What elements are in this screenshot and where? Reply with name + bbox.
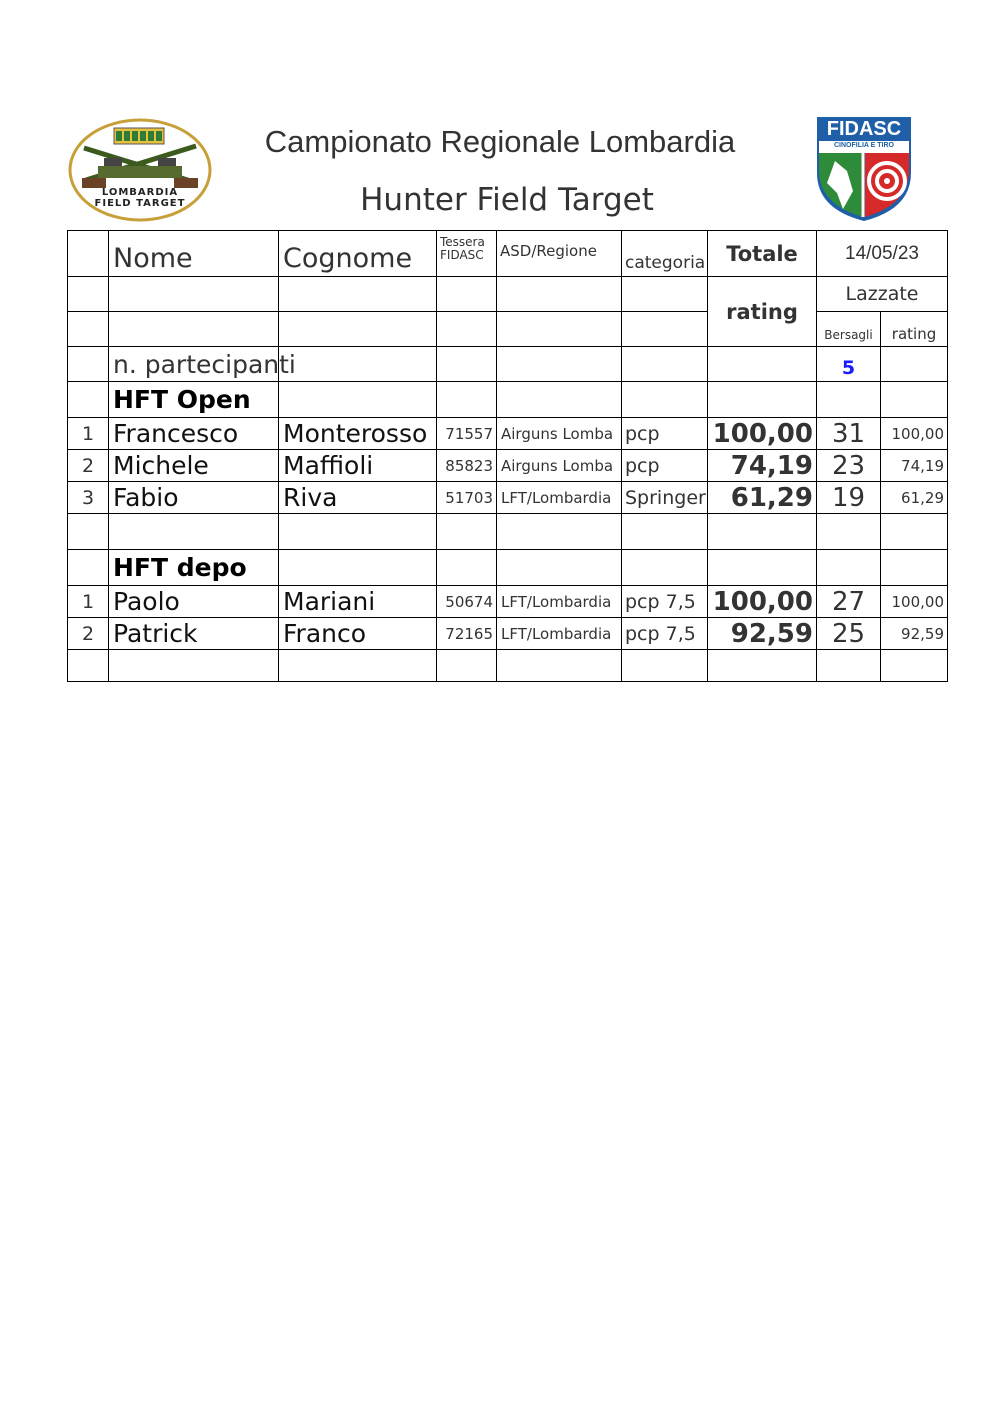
- header-bersagli: Bersagli: [817, 312, 881, 347]
- cell-categoria: Springer: [622, 482, 708, 514]
- cell-pos: 2: [68, 618, 109, 650]
- cell-tessera: 72165: [437, 618, 497, 650]
- table-row: [68, 586, 948, 618]
- section-header-row: [68, 550, 948, 586]
- cell-totale: 100,00: [708, 418, 817, 450]
- cell-bersagli: 23: [817, 450, 881, 482]
- cell-rating: 100,00: [881, 418, 948, 450]
- cell-pos: 1: [68, 418, 109, 450]
- cell-rating: 74,19: [881, 450, 948, 482]
- cell-nome: Francesco: [109, 418, 279, 450]
- logo-left-text-top: LOMBARDIA: [101, 187, 179, 198]
- table-row: [68, 618, 948, 650]
- section-title: HFT Open: [109, 382, 279, 418]
- table-row: [68, 418, 948, 450]
- header-asd: ASD/Regione: [497, 231, 622, 277]
- cell-cognome: Maffioli: [279, 450, 437, 482]
- section-header-row: [68, 382, 948, 418]
- cell-asd: LFT/Lombardia: [497, 618, 622, 650]
- fidasc-logo: [813, 113, 915, 223]
- spacer-row: [68, 514, 948, 550]
- cell-tessera: 50674: [437, 586, 497, 618]
- cell-categoria: pcp 7,5: [622, 586, 708, 618]
- cell-asd: LFT/Lombardia: [497, 482, 622, 514]
- logo-left-text-bottom: FIELD TARGET: [94, 198, 186, 209]
- cell-nome: Fabio: [109, 482, 279, 514]
- header-rating: rating: [708, 277, 817, 347]
- cell-bersagli: 25: [817, 618, 881, 650]
- participants-count: 5: [817, 347, 881, 382]
- header-location: Lazzate: [817, 277, 948, 312]
- header-cognome: Cognome: [279, 231, 437, 277]
- cell-cognome: Franco: [279, 618, 437, 650]
- cell-tessera: 85823: [437, 450, 497, 482]
- header-tessera: Tessera FIDASC: [437, 231, 497, 277]
- header-totale: Totale: [708, 231, 817, 277]
- header-pos: [68, 231, 109, 277]
- cell-rating: 61,29: [881, 482, 948, 514]
- page-title: Campionato Regionale Lombardia: [264, 124, 736, 159]
- cell-tessera: 51703: [437, 482, 497, 514]
- participants-row: [68, 347, 948, 382]
- cell-asd: LFT/Lombardia: [497, 586, 622, 618]
- cell-totale: 92,59: [708, 618, 817, 650]
- spacer-row: [68, 650, 948, 682]
- cell-pos: 3: [68, 482, 109, 514]
- header-date: 14/05/23: [817, 231, 948, 277]
- header-nome: Nome: [109, 231, 279, 277]
- cell-nome: Patrick: [109, 618, 279, 650]
- fidasc-brand: FIDASC: [826, 118, 902, 140]
- fidasc-subtitle: CINOFILIA E TIRO: [833, 142, 895, 149]
- table-row: [68, 450, 948, 482]
- section-title: HFT depo: [109, 550, 279, 586]
- cell-cognome: Riva: [279, 482, 437, 514]
- header-rating-small: rating: [881, 312, 948, 347]
- cell-totale: 61,29: [708, 482, 817, 514]
- cell-cognome: Mariani: [279, 586, 437, 618]
- cell-categoria: pcp: [622, 418, 708, 450]
- cell-totale: 74,19: [708, 450, 817, 482]
- cell-tessera: 71557: [437, 418, 497, 450]
- cell-nome: Michele: [109, 450, 279, 482]
- cell-categoria: pcp 7,5: [622, 618, 708, 650]
- participants-label: n. partecipanti: [109, 347, 279, 382]
- cell-asd: Airguns Lomba: [497, 450, 622, 482]
- cell-bersagli: 27: [817, 586, 881, 618]
- results-table: [67, 230, 948, 682]
- table-row: [68, 482, 948, 514]
- page-subtitle: Hunter Field Target: [360, 182, 654, 218]
- cell-pos: 1: [68, 586, 109, 618]
- cell-categoria: pcp: [622, 450, 708, 482]
- cell-rating: 100,00: [881, 586, 948, 618]
- cell-rating: 92,59: [881, 618, 948, 650]
- cell-asd: Airguns Lomba: [497, 418, 622, 450]
- header-subrow-1: [68, 277, 948, 312]
- cell-nome: Paolo: [109, 586, 279, 618]
- cell-pos: 2: [68, 450, 109, 482]
- cell-totale: 100,00: [708, 586, 817, 618]
- header-categoria: categoria: [622, 231, 708, 277]
- cell-bersagli: 31: [817, 418, 881, 450]
- header-row: [68, 231, 948, 277]
- cell-cognome: Monterosso: [279, 418, 437, 450]
- cell-bersagli: 19: [817, 482, 881, 514]
- lombardia-field-target-logo: [68, 118, 212, 222]
